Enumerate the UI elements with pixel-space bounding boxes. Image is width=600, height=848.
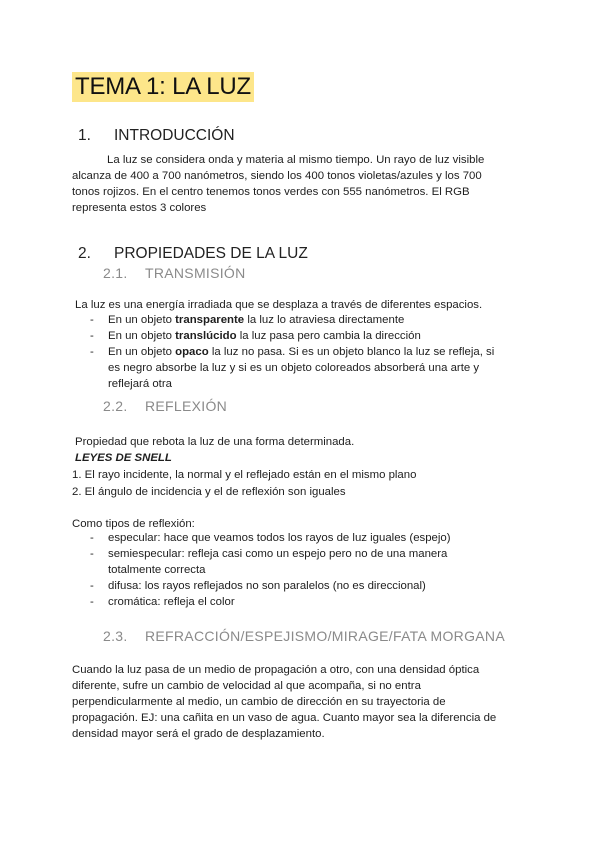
refraccion-line-3: perpendicularmente al medio, un cambio de dirección en su trayectoria de	[72, 696, 446, 708]
heading-number: 2.1.	[103, 265, 128, 281]
refraccion-line-5: densidad mayor será el grado de desplazamiento.	[72, 728, 325, 740]
transmision-intro: La luz es una energía irradiada que se desplaza a través de diferentes espacios.	[75, 299, 483, 311]
heading-transmision	[103, 264, 246, 282]
bullet-dash: -	[90, 548, 94, 560]
intro-line-4: representa estos 3 colores	[72, 202, 207, 214]
refraccion-line-2: diferente, sufre un cambio de velocidad al que acompaña, si no entra	[72, 680, 421, 692]
intro-line-3: tonos rojizos. En el centro tenemos tonos verdes con 555 nanómetros. El RGB	[72, 186, 470, 198]
heading-number: 1.	[78, 127, 91, 144]
reflection-types-title: Como tipos de reflexión:	[72, 518, 195, 530]
snell-title: LEYES DE SNELL	[75, 452, 172, 464]
heading-text: PROPIEDADES DE LA LUZ	[114, 245, 308, 262]
heading-text: TRANSMISIÓN	[145, 265, 246, 281]
heading-number: 2.	[78, 245, 91, 262]
heading-reflexion	[103, 397, 227, 415]
snell-law-1: 1. El rayo incidente, la normal y el reflejado están en el mismo plano	[72, 469, 417, 481]
list-item: - cromática: refleja el color	[90, 596, 235, 608]
heading-propiedades	[78, 244, 308, 264]
bullet-dash: -	[90, 532, 94, 544]
intro-line-1: La luz se considera onda y materia al mismo tiempo. Un rayo de luz visible	[107, 154, 485, 166]
heading-text: REFLEXIÓN	[145, 398, 228, 414]
reflexion-intro: Propiedad que rebota la luz de una forma determinada.	[75, 436, 355, 448]
list-item: - En un objeto translúcido la luz pasa pero cambia la dirección	[90, 330, 421, 342]
list-item: - En un objeto opaco la luz no pasa. Si es un objeto blanco la luz se refleja, si es negro absorbe la luz y si es un objeto coloreados absorberá una arte y reflejará otra	[90, 346, 495, 390]
bullet-dash: -	[90, 580, 94, 592]
bullet-dash: -	[90, 330, 94, 342]
bullet-dash: -	[90, 346, 94, 358]
heading-text: INTRODUCCIÓN	[114, 127, 235, 144]
heading-number: 2.2.	[103, 398, 128, 414]
heading-introduccion	[78, 126, 235, 146]
heading-refraccion	[103, 627, 505, 645]
list-item: - especular: hace que veamos todos los rayos de luz iguales (espejo)	[90, 532, 451, 544]
list-item: - difusa: los rayos reflejados no son paralelos (no es direccional)	[90, 580, 426, 592]
transmision-list	[90, 312, 528, 392]
intro-line-2: alcanza de 400 a 700 nanómetros, siendo los 400 tonos violetas/azules y los 700	[72, 170, 482, 182]
heading-text: REFRACCIÓN/ESPEJISMO/MIRAGE/FATA MORGANA	[145, 628, 505, 644]
reflection-types-list	[90, 530, 528, 610]
list-item: - En un objeto transparente la luz lo atraviesa directamente	[90, 314, 405, 326]
refraccion-line-4: propagación. EJ: una cañita en un vaso de agua. Cuanto mayor sea la diferencia de	[72, 712, 497, 724]
bullet-dash: -	[90, 314, 94, 326]
page-title: TEMA 1: LA LUZ	[72, 72, 254, 102]
bullet-dash: -	[90, 596, 94, 608]
list-item: - semiespecular: refleja casi como un espejo pero no de una manera totalmente correcta	[90, 548, 448, 576]
refraccion-line-1: Cuando la luz pasa de un medio de propagación a otro, con una densidad óptica	[72, 664, 480, 676]
snell-law-2: 2. El ángulo de incidencia y el de reflexión son iguales	[72, 486, 346, 498]
heading-number: 2.3.	[103, 628, 128, 644]
